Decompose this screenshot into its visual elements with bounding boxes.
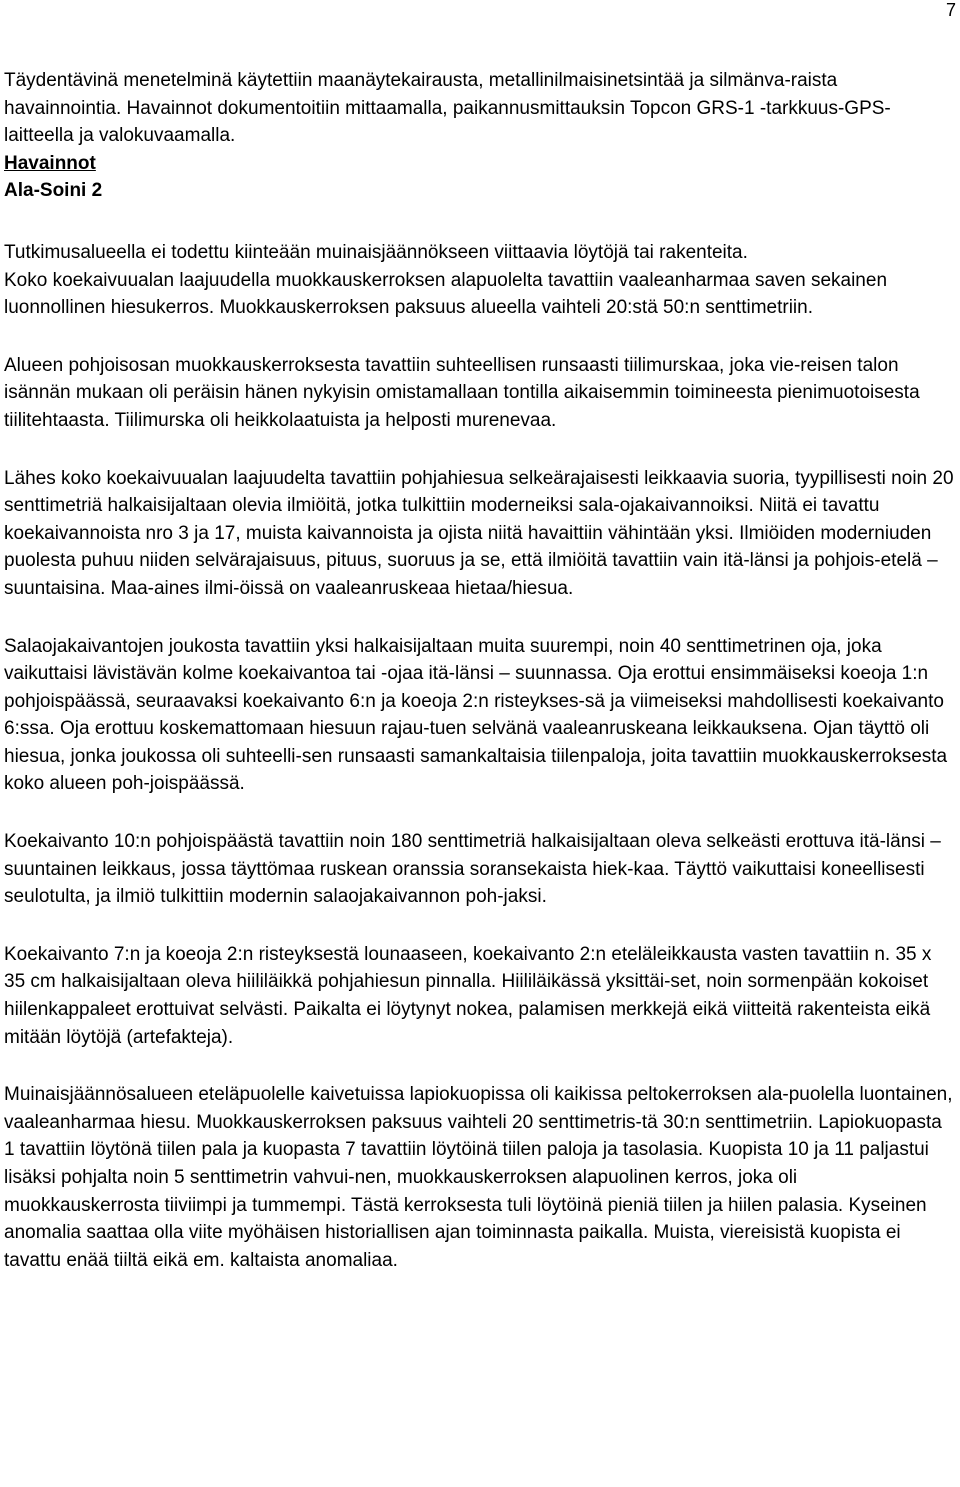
paragraph-charcoal-stain: Koekaivanto 7:n ja koeoja 2:n risteyksestä lounaaseen, koekaivanto 2:n eteläleikkausta vasten tavattiin n. 35 x 35 cm halkaisijaltaan oleva hiililäikkä pohjahiesun pinnalla. Hiililäikässä yksittäi-set, noin sormenpään kokoiset hiilenkappaleet erottuivat selvästi. Paikalta ei löytynyt nokea, palamisen merkkejä eikä viitteitä rakenteista eikä mitään löytöjä (artefakteja). bbox=[4, 943, 932, 1048]
paragraph-no-finds: Tutkimusalueella ei todettu kiinteään muinaisjäännökseen viittaavia löytöjä tai rakenteita. bbox=[4, 241, 748, 263]
page-number: 7 bbox=[945, 0, 956, 20]
document-body bbox=[4, 67, 954, 1274]
subsection-heading: Ala-Soini 2 bbox=[4, 180, 103, 202]
section-heading: Havainnot bbox=[4, 152, 96, 174]
paragraph-drainage-trenches: Lähes koko koekaivuualan laajuudelta tavattiin pohjahiesua selkeärajaisesti leikkaavia suoria, tyypillisesti noin 20 senttimetriä halkaisijaltaan olevia ilmiöitä, jotka tulkittiin moderneiksi sala-ojakaivannoiksi. Niitä ei tavattu koekaivannoista nro 3 ja 17, muista kaivannoista ja ojista niitä havaittiin vähintään yksi. Ilmiöiden moderniuden puolesta puhuu niiden selvärajaisuus, pituus, suoruus ja se, että ilmiöitä tavattiin vain itä-länsi ja pohjois-etelä – suuntaisina. Maa-aines ilmi-öissä on vaaleanruskeaa hietaa/hiesua. bbox=[4, 467, 954, 599]
paragraph-test-pits: Muinaisjäännösalueen eteläpuolelle kaivetuissa lapiokuopissa oli kaikissa peltokerroksen ala-puolella luontainen, vaaleanharmaa hiesu. Muokkauskerroksen paksuus vaihteli 20 senttimetris-tä 30:n senttimetriin. Lapiokuopasta 1 tavattiin löytönä tiilen pala ja kuopasta 7 tavattiin löytöinä tiilen paloja ja tasolasia. Kuopista 10 ja 11 paljastui lisäksi pohjalta noin 5 senttimetrin vahvui-nen, muokkauskerroksen alapuolinen kerros, joka oli muokkauskerrosta tiiviimpi ja tummempi. Tästä kerroksesta tuli löytöinä pieniä tiilen ja hiilen palasia. Kyseinen anomalia saattaa olla viite myöhäisen historiallisen ajan toiminnasta paikalla. Muista, viereisistä kuopista ei tavattu enää tiiltä eikä em. kaltaista anomaliaa. bbox=[4, 1084, 953, 1271]
paragraph-brick-rubble: Alueen pohjoisosan muokkauskerroksesta tavattiin suhteellisen runsaasti tiilimurskaa, joka vie-reisen talon isännän mukaan oli peräisin hänen nykyisin omistamallaan tontilla aikaisemmin toimineesta pienimuotoisesta tiilitehtaasta. Tiilimurska oli heikkolaatuista ja helposti murenevaa. bbox=[4, 354, 920, 431]
intro-paragraph: Täydentävinä menetelminä käytettiin maanäytekairausta, metallinilmaisinetsintää ja silmänva-raista havainnointia. Havainnot dokumentoitiin mittaamalla, paikannusmittauksin Topcon GRS-1 -tarkkuus-GPS-laitteella ja valokuvaamalla. bbox=[4, 70, 891, 147]
paragraph-trench-10: Koekaivanto 10:n pohjoispäästä tavattiin noin 180 senttimetriä halkaisijaltaan oleva selkeästi erottuva itä-länsi – suuntainen leikkaus, jossa täyttömaa ruskean oranssia soransekaista hiek-kaa. Täyttö vaikuttaisi koneellisesti seulotulta, ja ilmiö tulkittiin modernin salaojakaivannon poh-jaksi. bbox=[4, 831, 941, 908]
paragraph-silt-layer: Koko koekaivuualan laajuudella muokkauskerroksen alapuolelta tavattiin vaaleanharmaa saven sekainen luonnollinen hiesukerros. Muokkauskerroksen paksuus alueella vaihteli 20:stä 50:n senttimetriin. bbox=[4, 269, 888, 319]
paragraph-large-ditch: Salaojakaivantojen joukosta tavattiin yksi halkaisijaltaan muita suurempi, noin 40 senttimetrinen oja, joka vaikuttaisi lävistävän kolme koekaivantoa tai -ojaa itä-länsi – suunnassa. Oja erottui ensimmäiseksi koeoja 1:n pohjoispäässä, seuraavaksi koekaivanto 6:n ja koeoja 2:n risteykses-sä ja viimeiseksi mahdollisesti koekaivanto 6:ssa. Oja erottuu koskemattomaan hiesuun rajau-tuen selvänä vaaleanruskeana leikkauksena. Ojan täyttö oli hiesua, jonka joukossa oli suhteelli-sen runsaasti samankaltaisia tiilenpaloja, joita tavattiin muokkauskerroksesta koko alueen poh-joispäässä. bbox=[4, 635, 948, 795]
